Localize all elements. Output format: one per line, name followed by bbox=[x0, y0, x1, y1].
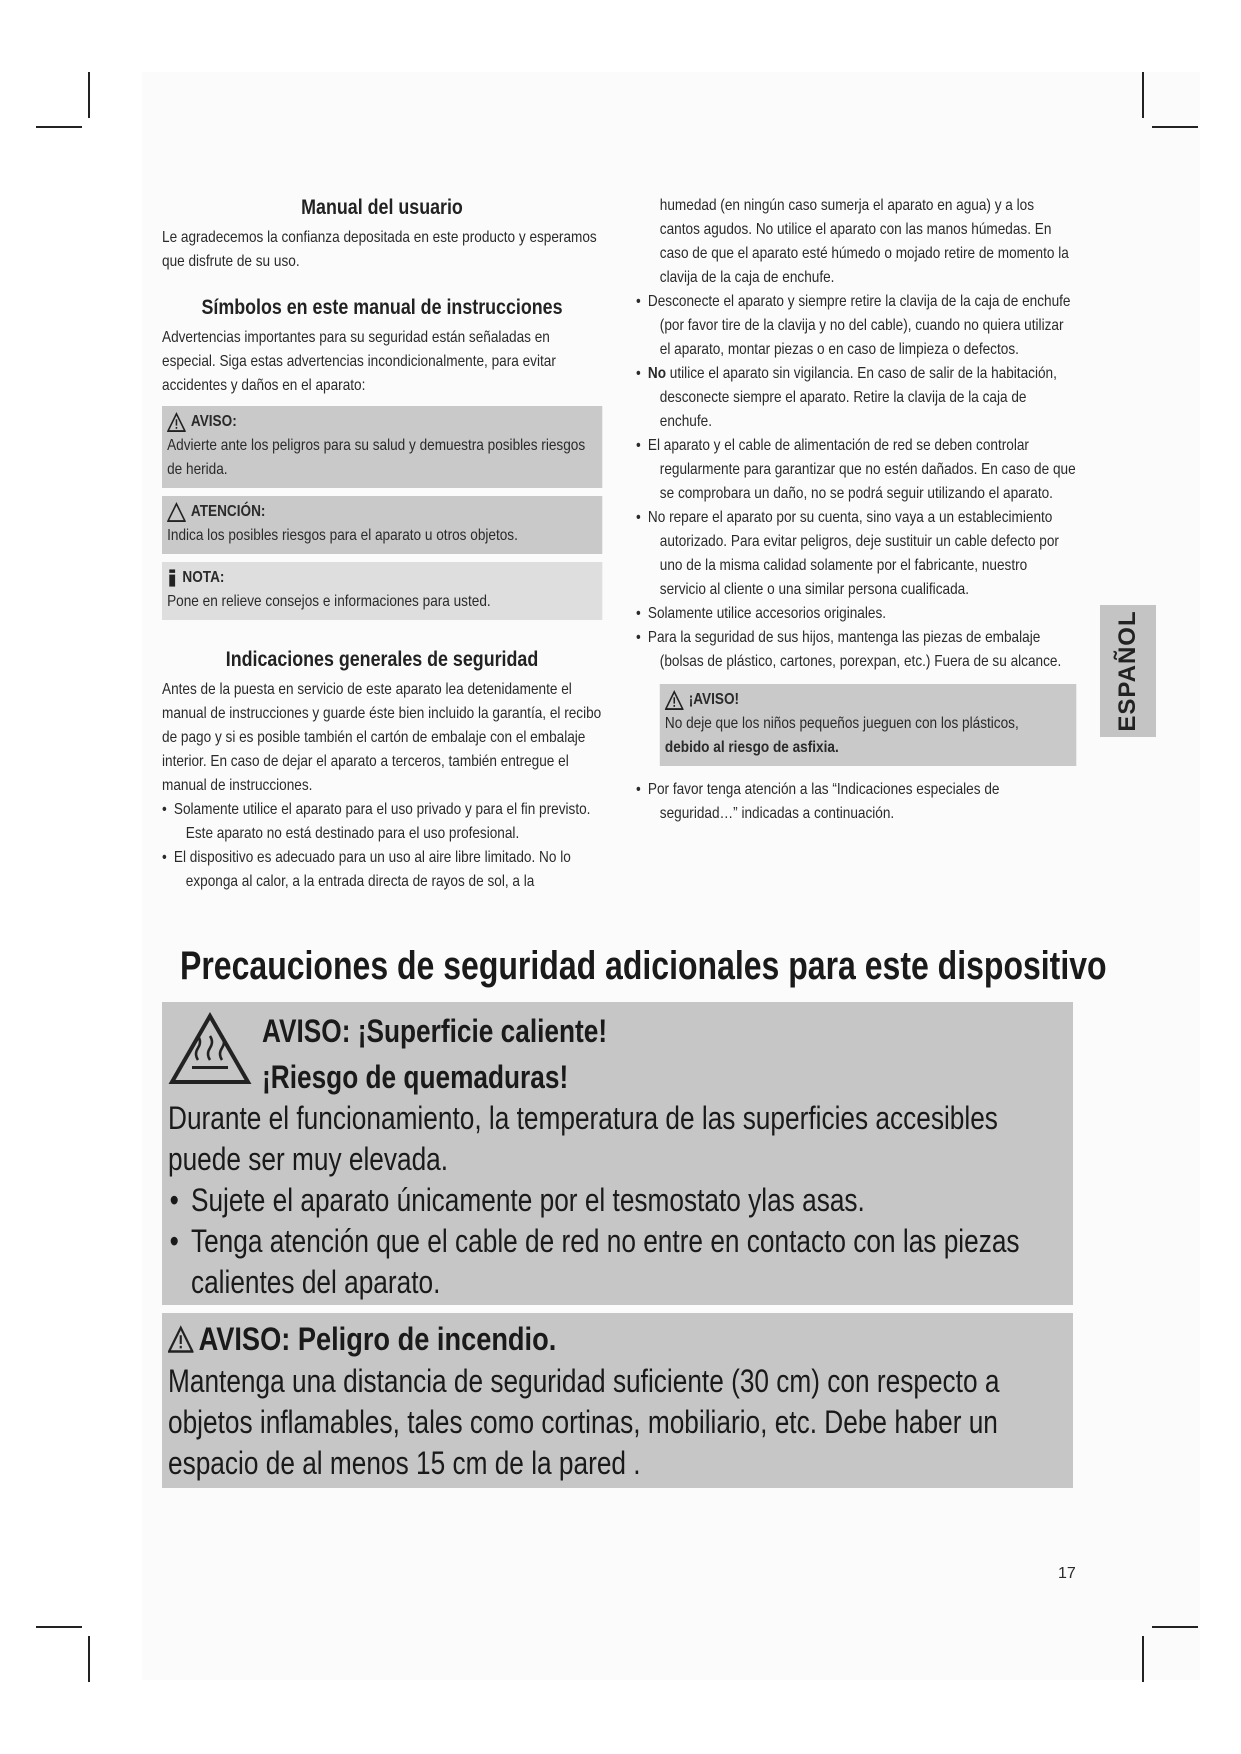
caution-icon bbox=[167, 502, 186, 522]
warning-icon bbox=[167, 412, 186, 432]
hot-surface-box bbox=[162, 1002, 1073, 1305]
warning-icon bbox=[665, 690, 684, 710]
aviso-text: Advierte ante los peligros para su salud y demuestra posibles riesgos de herida. bbox=[167, 437, 586, 478]
fire-hazard-text: Mantenga una distancia de seguridad suficiente (30 cm) con respecto a objetos inflamables, tales como cortinas, mobiliario, etc. Debe haber un espacio de al menos 15 cm de la pared . bbox=[168, 1363, 1000, 1481]
right-bullet-list bbox=[636, 290, 1076, 674]
continuation-paragraph: humedad (en ningún caso sumerja el aparato en agua) y a los cantos agudos. No utilice el aparato con las manos húmedas. En caso de que el aparato esté húmedo o mojado retire de momento la clavija de la caja de enchufe. bbox=[659, 197, 1069, 286]
crop-mark bbox=[88, 1636, 90, 1682]
symbols-paragraph: Advertencias importantes para su seguridad están señaladas en especial. Siga estas advertencias incondicionalmente, para evitar accidentes y daños en el aparato: bbox=[162, 329, 556, 394]
fire-hazard-title: AVISO: Peligro de incendio. bbox=[198, 1321, 557, 1357]
crop-mark bbox=[36, 126, 82, 128]
crop-mark bbox=[1142, 1636, 1144, 1682]
atencion-text: Indica los posibles riesgos para el aparato u otros objetos. bbox=[167, 527, 518, 544]
nota-label: NOTA: bbox=[182, 569, 225, 586]
left-column bbox=[162, 194, 602, 894]
list-item bbox=[636, 362, 1076, 434]
list-item: • Sujete el aparato únicamente por el tesmostato ylas asas. bbox=[168, 1180, 1068, 1221]
fire-hazard-box bbox=[162, 1313, 1073, 1488]
list-item: • Solamente utilice el aparato para el uso privado y para el fin previsto. Este aparato no está destinado para el uso profesional. bbox=[162, 798, 602, 846]
aviso-box bbox=[162, 406, 602, 488]
right-final-list bbox=[636, 778, 1076, 826]
nota-header bbox=[167, 566, 597, 590]
symbols-title: Símbolos en este manual de instrucciones bbox=[201, 296, 563, 319]
choking-warning-box bbox=[660, 684, 1076, 766]
atencion-box bbox=[162, 496, 602, 554]
list-item: • Tenga atención que el cable de red no entre en contacto con las piezas calientes del aparato. bbox=[168, 1221, 1068, 1303]
hot-surface-icon bbox=[168, 1012, 252, 1086]
list-item: • El aparato y el cable de alimentación de red se deben controlar regularmente para garantizar que no estén dañados. En caso de que se comprobara un daño, no se podrá seguir utilizando el aparato. bbox=[636, 434, 1076, 506]
no-word: No bbox=[647, 365, 667, 382]
warning-icon bbox=[168, 1325, 194, 1353]
hot-surface-heading bbox=[262, 1008, 1062, 1100]
atencion-header bbox=[167, 500, 597, 524]
crop-mark bbox=[36, 1626, 82, 1628]
nota-box bbox=[162, 562, 602, 620]
choking-warning-text: No deje que los niños pequeños jueguen con los plásticos, bbox=[664, 715, 1019, 732]
nota-text: Pone en relieve consejos e informaciones para usted. bbox=[167, 593, 491, 610]
general-safety-paragraph: Antes de la puesta en servicio de este aparato lea detenidamente el manual de instrucciones y guarde éste bien incluido la garantía, el recibo de pago y si es posible también el cartón de embalaje con el embalaje interior. En caso de dejar el aparato a terceros, también entregue el manual de instrucciones. bbox=[162, 681, 602, 794]
hot-surface-bullets bbox=[168, 1180, 1068, 1303]
left-bullet-list bbox=[162, 798, 602, 894]
language-tab bbox=[1100, 605, 1156, 737]
list-item: • No repare el aparato por su cuenta, sino vaya a un establecimiento autorizado. Para evitar peligros, deje sustituir un cable defecto por uno de la misma calidad solamente por el fabricante, nuestro servicio al cliente o una similar persona cualificada. bbox=[636, 506, 1076, 602]
atencion-label: ATENCIÓN: bbox=[190, 503, 266, 520]
no-rest: utilice el aparato sin vigilancia. En caso de salir de la habitación, desconecte siempre el aparato. Retire la clavija de la caja de enchufe. bbox=[659, 365, 1057, 430]
hot-title-line-1: AVISO: ¡Superficie caliente! bbox=[262, 1013, 608, 1049]
page-number: 17 bbox=[1058, 1565, 1076, 1582]
crop-mark bbox=[1152, 126, 1198, 128]
choking-warning-bold: debido al riesgo de asfixia. bbox=[664, 739, 839, 756]
list-item: • Para la seguridad de sus hijos, mantenga las piezas de embalaje (bolsas de plástico, cartones, porexpan, etc.) Fuera de su alcance. bbox=[636, 626, 1076, 674]
aviso-header bbox=[167, 410, 597, 434]
right-column bbox=[636, 194, 1076, 826]
intro-paragraph: Le agradecemos la confianza depositada en este producto y esperamos que disfrute de su uso. bbox=[162, 229, 597, 270]
list-item: • Desconecte el aparato y siempre retire la clavija de la caja de enchufe (por favor tire de la clavija y no del cable), cuando no quiera utilizar el aparato, montar piezas o en caso de limpieza o defectos. bbox=[636, 290, 1076, 362]
crop-mark bbox=[1152, 1626, 1198, 1628]
general-safety-title: Indicaciones generales de seguridad bbox=[225, 648, 539, 671]
choking-warning-label: ¡AVISO! bbox=[688, 691, 740, 708]
aviso-label: AVISO: bbox=[190, 413, 237, 430]
list-item: • El dispositivo es adecuado para un uso al aire libre limitado. No lo exponga al calor, a la entrada directa de rayos de sol, a la bbox=[162, 846, 602, 894]
language-label: ESPAÑOL bbox=[1114, 610, 1141, 732]
precautions-title: Precauciones de seguridad adicionales para este dispositivo bbox=[180, 944, 1107, 988]
crop-mark bbox=[88, 72, 90, 118]
manual-title: Manual del usuario bbox=[301, 196, 463, 219]
info-icon bbox=[167, 568, 177, 588]
list-item: • Solamente utilice accesorios originales. bbox=[636, 602, 1076, 626]
hot-surface-text: Durante el funcionamiento, la temperatura de las superficies accesibles puede ser muy elevada. bbox=[168, 1100, 998, 1177]
fire-hazard-heading bbox=[168, 1317, 556, 1361]
list-item: • Por favor tenga atención a las “Indicaciones especiales de seguridad…” indicadas a continuación. bbox=[636, 778, 1076, 826]
hot-title-line-2: ¡Riesgo de quemaduras! bbox=[262, 1059, 569, 1095]
hot-surface-body bbox=[168, 1098, 1068, 1303]
choking-warning-header bbox=[665, 688, 1071, 712]
crop-mark bbox=[1142, 72, 1144, 118]
